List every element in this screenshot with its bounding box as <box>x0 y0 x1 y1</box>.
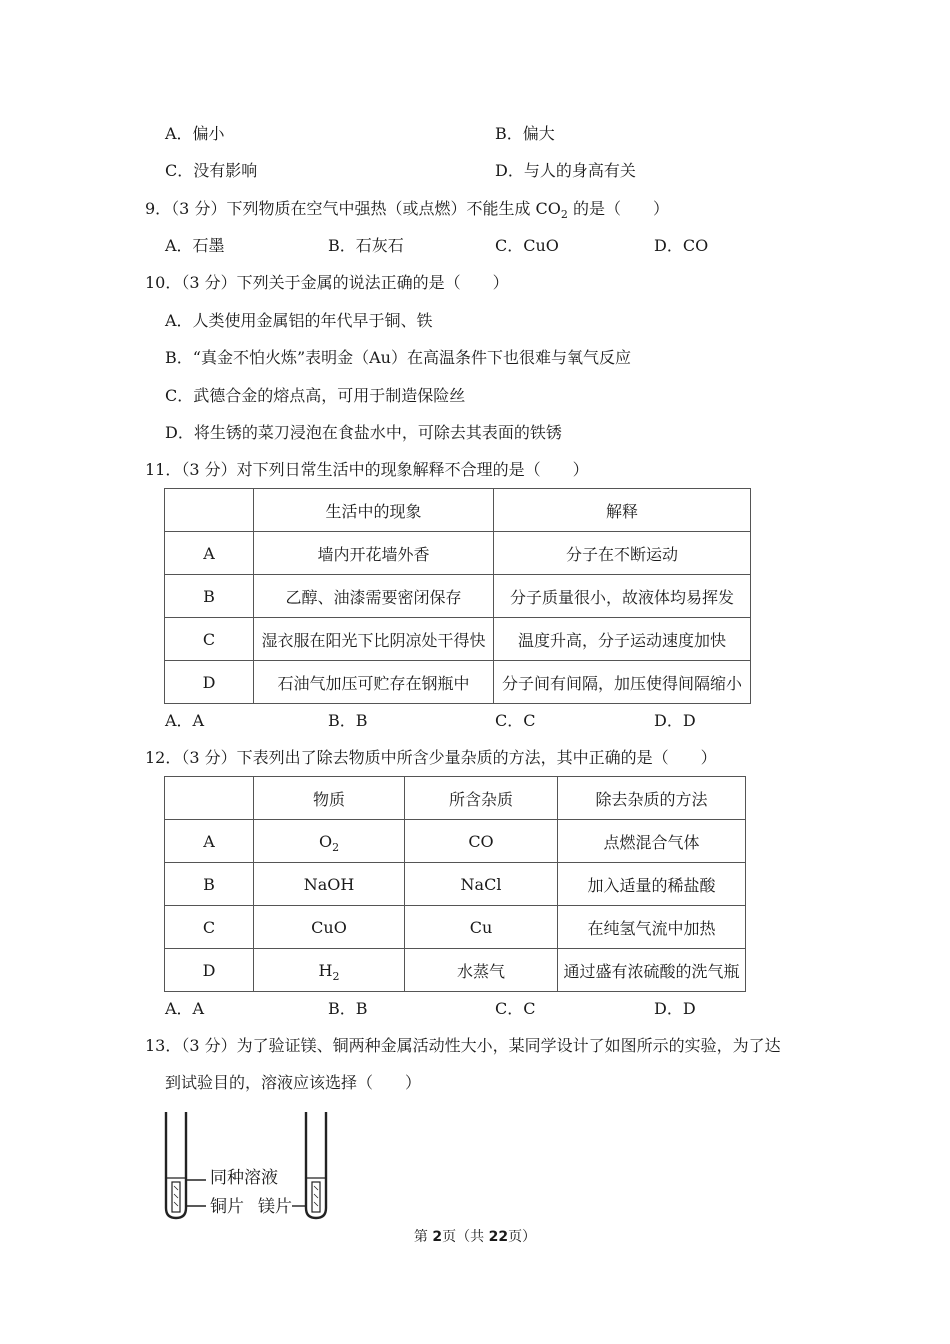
q10-option-a: A．人类使用金属铝的年代早于铜、铁 <box>165 311 433 330</box>
copper-strip <box>172 1182 180 1212</box>
q9-option-a: A．石墨 <box>165 236 225 255</box>
q12-option-b: B．B <box>328 999 368 1018</box>
table-cell: NaCl <box>405 863 558 906</box>
table-cell: 分子间有间隔，加压使得间隔缩小 <box>494 661 751 704</box>
page-footer <box>0 1227 950 1247</box>
q9-subscript: 2 <box>560 208 568 221</box>
formula-subscript: 2 <box>332 969 340 983</box>
q13-stem-line1: 13．（3 分）为了验证镁、铜两种金属活动性大小，某同学设计了如图所示的实验，为了达 <box>145 1036 781 1055</box>
table-cell: 湿衣服在阳光下比阴凉处干得快 <box>254 618 494 661</box>
right-test-tube <box>306 1112 326 1218</box>
q10-option-b: B．“真金不怕火炼”表明金（Au）在高温条件下也很难与氧气反应 <box>165 348 631 367</box>
q12-option-d: D．D <box>654 999 696 1018</box>
q11-stem: 11．（3 分）对下列日常生活中的现象解释不合理的是（ ） <box>145 460 589 479</box>
q12-stem: 12．（3 分）下表列出了除去物质中所含少量杂质的方法，其中正确的是（ ） <box>145 748 717 767</box>
table-row <box>165 906 746 949</box>
table-row <box>165 949 746 992</box>
left-test-tube <box>166 1112 186 1218</box>
table-cell: 点燃混合气体 <box>558 820 746 863</box>
table-row <box>165 532 751 575</box>
table-row <box>165 820 746 863</box>
q8-option-a: A．偏小 <box>165 124 225 143</box>
table-cell: A <box>165 820 254 863</box>
table-cell: CO <box>405 820 558 863</box>
table-cell: 水蒸气 <box>405 949 558 992</box>
table-cell: 在纯氢气流中加热 <box>558 906 746 949</box>
table-cell: A <box>165 532 254 575</box>
table-header-cell: 所含杂质 <box>405 777 558 820</box>
q9-stem <box>145 199 669 221</box>
q11-option-c: C．C <box>495 711 536 730</box>
table-row <box>165 863 746 906</box>
table-cell: C <box>165 906 254 949</box>
table-row <box>165 661 751 704</box>
table-cell: D <box>165 661 254 704</box>
table-header-cell: 物质 <box>254 777 405 820</box>
footer-page-number: 2 <box>432 1229 443 1245</box>
q9-option-c: C．CuO <box>495 236 559 255</box>
q10-option-d: D．将生锈的菜刀浸泡在食盐水中，可除去其表面的铁锈 <box>165 423 562 442</box>
table-cell: 加入适量的稀盐酸 <box>558 863 746 906</box>
q9-option-d: D．CO <box>654 236 709 255</box>
table-cell: 乙醇、油漆需要密闭保存 <box>254 575 494 618</box>
formula-h2: H <box>318 960 333 980</box>
table-cell <box>254 949 405 992</box>
table-cell: 分子在不断运动 <box>494 532 751 575</box>
table-header-cell: 生活中的现象 <box>254 489 494 532</box>
table-cell: NaOH <box>254 863 405 906</box>
q12-option-a: A．A <box>165 999 205 1018</box>
q11-option-d: D．D <box>654 711 696 730</box>
q11-option-b: B．B <box>328 711 368 730</box>
table-header-cell <box>165 489 254 532</box>
test-tubes-diagram <box>158 1110 334 1224</box>
table-cell: C <box>165 618 254 661</box>
q9-stem-text: 9．（3 分）下列物质在空气中强热（或点燃）不能生成 CO <box>145 199 561 218</box>
q9-stem-tail: 的是（ ） <box>567 199 669 218</box>
table-cell: 墙内开花墙外香 <box>254 532 494 575</box>
magnesium-strip <box>312 1182 320 1212</box>
table-cell: B <box>165 863 254 906</box>
footer-mid: 页（共 <box>442 1229 489 1245</box>
table-cell: 分子质量很小，故液体均易挥发 <box>494 575 751 618</box>
table-row <box>165 618 751 661</box>
formula-subscript: 2 <box>332 840 340 854</box>
q10-option-c: C．武德合金的熔点高，可用于制造保险丝 <box>165 386 466 405</box>
table-cell <box>254 820 405 863</box>
table-cell: CuO <box>254 906 405 949</box>
q10-stem: 10．（3 分）下列关于金属的说法正确的是（ ） <box>145 273 509 292</box>
table-cell: D <box>165 949 254 992</box>
footer-total-pages: 22 <box>488 1229 509 1245</box>
table-cell: 通过盛有浓硫酸的洗气瓶 <box>558 949 746 992</box>
footer-suffix: 页） <box>508 1229 537 1245</box>
table-cell: B <box>165 575 254 618</box>
footer-prefix: 第 <box>413 1229 433 1245</box>
table-cell: 温度升高，分子运动速度加快 <box>494 618 751 661</box>
q8-option-c: C．没有影响 <box>165 161 258 180</box>
q11-option-a: A．A <box>165 711 205 730</box>
q11-table <box>164 488 751 704</box>
copper-label: 铜片 <box>210 1197 244 1217</box>
table-row <box>165 575 751 618</box>
table-header-cell: 解释 <box>494 489 751 532</box>
q9-option-b: B．石灰石 <box>328 236 404 255</box>
q12-table <box>164 776 746 992</box>
q13-stem-line2: 到试验目的，溶液应该选择（ ） <box>165 1073 422 1092</box>
table-header-row <box>165 777 746 820</box>
table-header-cell: 除去杂质的方法 <box>558 777 746 820</box>
table-header-cell <box>165 777 254 820</box>
q8-option-d: D．与人的身高有关 <box>495 161 636 180</box>
table-cell: Cu <box>405 906 558 949</box>
formula-o2: O <box>318 831 333 851</box>
table-header-row <box>165 489 751 532</box>
table-cell: 石油气加压可贮存在钢瓶中 <box>254 661 494 704</box>
solution-label: 同种溶液 <box>210 1168 278 1188</box>
q12-option-c: C．C <box>495 999 536 1018</box>
magnesium-label: 镁片 <box>258 1197 292 1217</box>
q8-option-b: B．偏大 <box>495 124 555 143</box>
